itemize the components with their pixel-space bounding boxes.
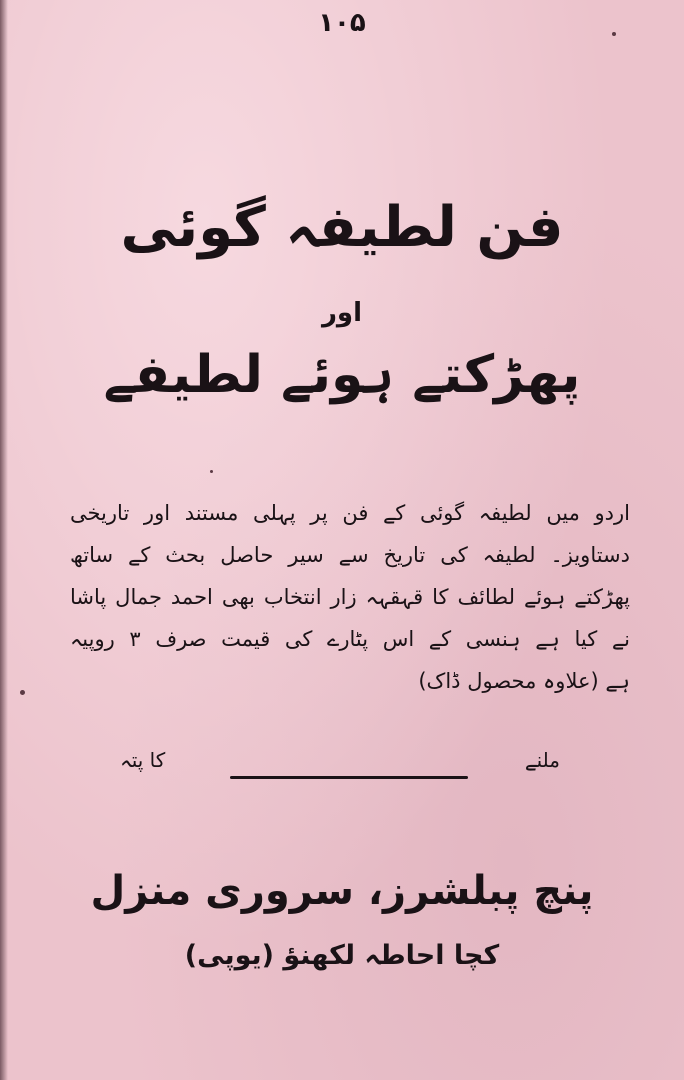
description-line: اردو میں لطیفہ گوئی کے فن پر پہلی مستند اور تاریخی <box>70 501 630 525</box>
page-edge-shadow <box>0 0 8 1080</box>
address-label-start: ملنے <box>524 748 560 772</box>
paper-speck <box>210 470 213 473</box>
paper-speck <box>612 32 616 36</box>
publisher-location: کچا احاطہ لکھنؤ (یوپی) <box>184 940 500 971</box>
description-block <box>70 492 630 702</box>
publisher-name: پنچ پبلشرز، سروری منزل <box>90 868 594 914</box>
book-title: فن لطیفہ گوئی <box>120 195 564 260</box>
address-heading <box>120 748 560 792</box>
address-divider <box>230 776 468 779</box>
description-line: نے کیا ہے ہنسی کے اس پٹارے کی قیمت صرف ۳ روپیہ <box>70 627 630 651</box>
description-line: دستاویز۔ لطیفہ کی تاریخ سے سیر حاصل بحث کے ساتھ <box>70 543 630 567</box>
description-line: پھڑکتے ہوئے لطائف کا قہقہہ زار انتخاب بھی احمد جمال پاشا <box>70 585 630 609</box>
book-subtitle: پھڑکتے ہوئے لطیفے <box>103 345 581 405</box>
description-line: ہے (علاوہ محصول ڈاک) <box>418 669 630 693</box>
address-label-end: کا پتہ <box>120 748 166 772</box>
page-number: ۱۰۵ <box>318 8 366 38</box>
title-conjunction: اور <box>321 298 363 328</box>
paper-speck <box>20 690 25 695</box>
